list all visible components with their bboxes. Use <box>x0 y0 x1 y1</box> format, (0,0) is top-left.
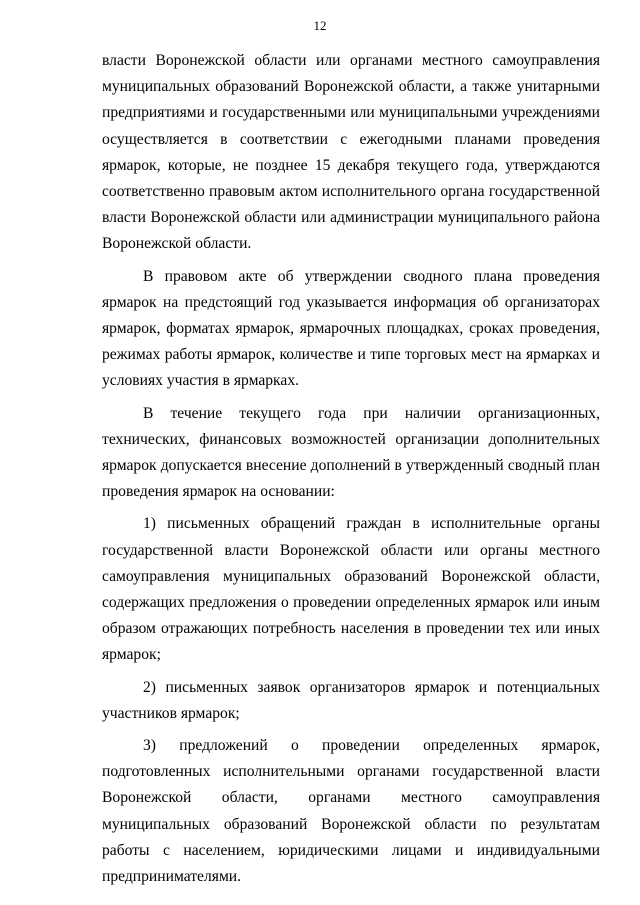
paragraph-plan-info: В правовом акте об утверждении сводного плана проведения ярмарок на предстоящий год указывается информация об организаторах ярмарок, форматах ярмарок, ярмарочных площадках, сроках проведения, режимах работы ярмарок, количестве и типе торговых мест на ярмарках и условиях участия в ярмарках. <box>102 267 600 390</box>
document-body <box>102 48 600 890</box>
paragraph-continuation: власти Воронежской области или органами местного самоуправления муниципальных образований Воронежской области, а также унитарными предприятиями и государственными или муниципальными учреждениями осуществляется в соответствии с ежегодными планами проведения ярмарок, которые, не позднее 15 декабря текущего года, утверждаются соответственно правовым актом исполнительного органа государственной власти Воронежской области или администрации муниципального района Воронежской области. <box>102 52 600 253</box>
list-item-1: 1) письменных обращений граждан в исполнительные органы государственной власти Воронежской области или органы местного самоуправления муниципальных образований Воронежской области, содержащих предложения о проведении определенных ярмарок или иным образом отражающих потребность населения в проведении тех или иных ярмарок; <box>102 515 600 664</box>
paragraph-additions: В течение текущего года при наличии организационных, технических, финансовых возможностей организации дополнительных ярмарок допускается внесение дополнений в утвержденный сводный план проведения ярмарок на основании: <box>102 404 600 501</box>
list-item-3: 3) предложений о проведении определенных ярмарок, подготовленных исполнительными органами государственной власти Воронежской области, органами местного самоуправления муниципальных образований Воронежской области по результатам работы с населением, юридическими лицами и индивидуальными предпринимателями. <box>102 737 600 886</box>
page-number: 12 <box>313 18 327 33</box>
list-item-2: 2) письменных заявок организаторов ярмарок и потенциальных участников ярмарок; <box>102 678 600 722</box>
